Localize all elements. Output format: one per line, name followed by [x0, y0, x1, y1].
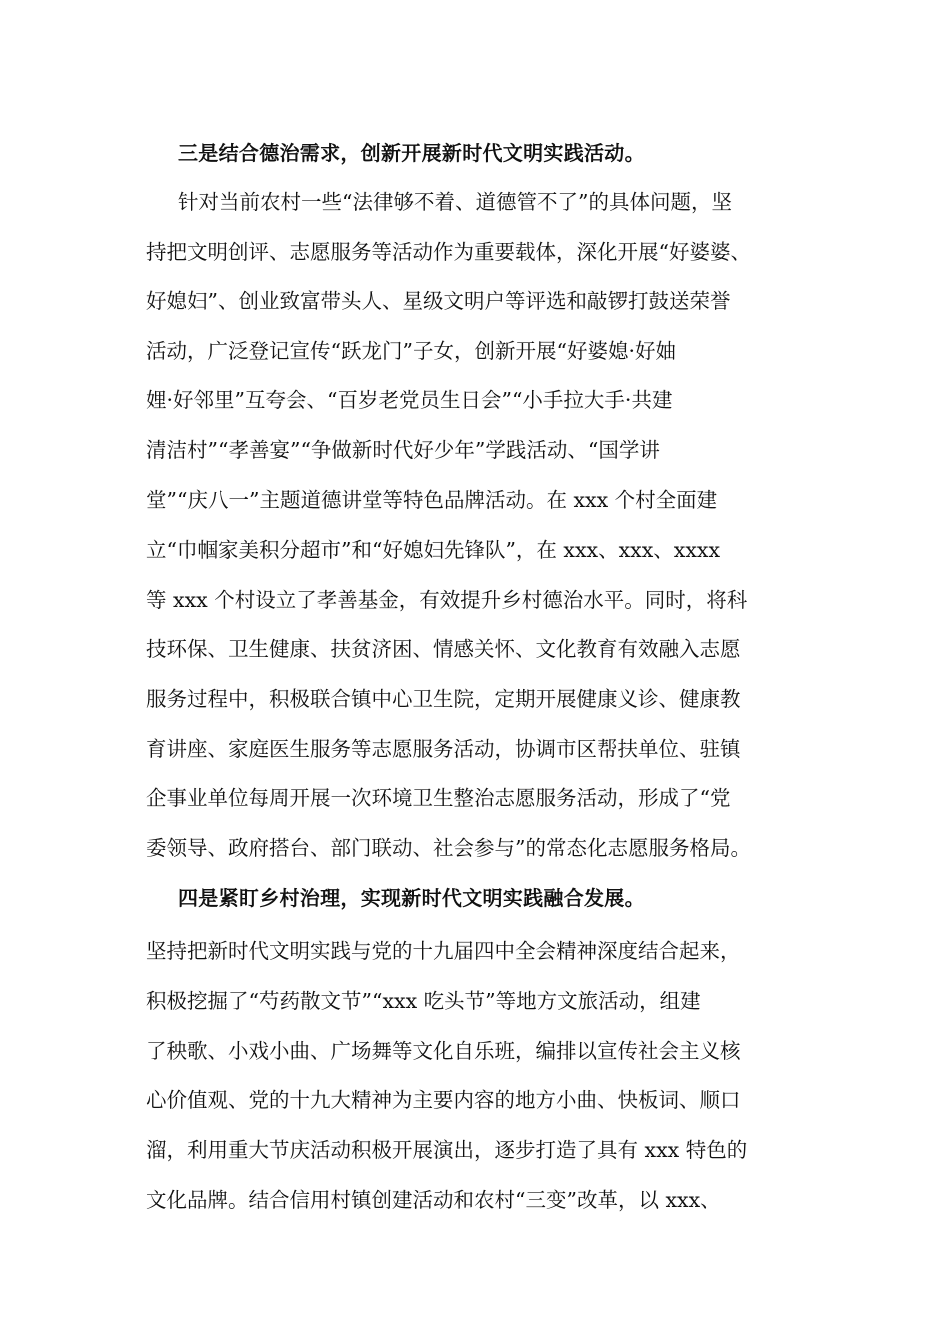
- paragraph-line: 堂”“庆八一”主题道德讲堂等特色品牌活动。在 xxx 个村全面建: [146, 488, 718, 512]
- paragraph-line: 立“巾帼家美积分超市”和“好媳妇先锋队”，在 xxx、xxx、xxxx: [146, 538, 721, 562]
- paragraph-line: 好媳妇”、创业致富带头人、星级文明户等评选和敲锣打鼓送荣誉: [146, 289, 731, 313]
- paragraph-line: 服务过程中，积极联合镇中心卫生院，定期开展健康义诊、健康教: [146, 687, 741, 711]
- paragraph-line: 活动，广泛登记宣传“跃龙门”子女，创新开展“好婆媳·好妯: [146, 339, 676, 363]
- paragraph-line: 委领导、政府搭台、部门联动、社会参与”的常态化志愿服务格局。: [146, 836, 751, 860]
- paragraph-line: 心价值观、党的十九大精神为主要内容的地方小曲、快板词、顺口: [146, 1088, 741, 1112]
- paragraph-line: 文化品牌。结合信用村镇创建活动和农村“三变”改革，以 xxx、: [146, 1188, 721, 1212]
- paragraph-line: 技环保、卫生健康、扶贫济困、情感关怀、文化教育有效融入志愿: [146, 637, 741, 661]
- paragraph-line: 针对当前农村一些“法律够不着、道德管不了”的具体问题，坚: [178, 190, 732, 214]
- paragraph-line: 清洁村”“孝善宴”“争做新时代好少年”学践活动、“国学讲: [146, 438, 660, 462]
- paragraph-line: 坚持把新时代文明实践与党的十九届四中全会精神深度结合起来，: [146, 939, 741, 963]
- section-3-heading: 三是结合德治需求，创新开展新时代文明实践活动。: [178, 141, 645, 165]
- paragraph-line: 积极挖掘了“芍药散文节”“xxx 吃头节”等地方文旅活动，组建: [146, 989, 701, 1013]
- paragraph-line: 了秧歌、小戏小曲、广场舞等文化自乐班，编排以宣传社会主义核: [146, 1039, 741, 1063]
- paragraph-line: 等 xxx 个村设立了孝善基金，有效提升乡村德治水平。同时，将科: [146, 588, 748, 612]
- section-4-heading: 四是紧盯乡村治理，实现新时代文明实践融合发展。: [178, 886, 645, 910]
- paragraph-line: 育讲座、家庭医生服务等志愿服务活动，协调市区帮扶单位、驻镇: [146, 737, 741, 761]
- paragraph-line: 溜，利用重大节庆活动积极开展演出，逐步打造了具有 xxx 特色的: [146, 1138, 748, 1162]
- paragraph-line: 娌·好邻里”互夸会、“百岁老党员生日会”“小手拉大手·共建: [146, 388, 673, 412]
- paragraph-line: 企事业单位每周开展一次环境卫生整治志愿服务活动，形成了“党: [146, 786, 731, 810]
- paragraph-line: 持把文明创评、志愿服务等活动作为重要载体，深化开展“好婆婆、: [146, 240, 751, 264]
